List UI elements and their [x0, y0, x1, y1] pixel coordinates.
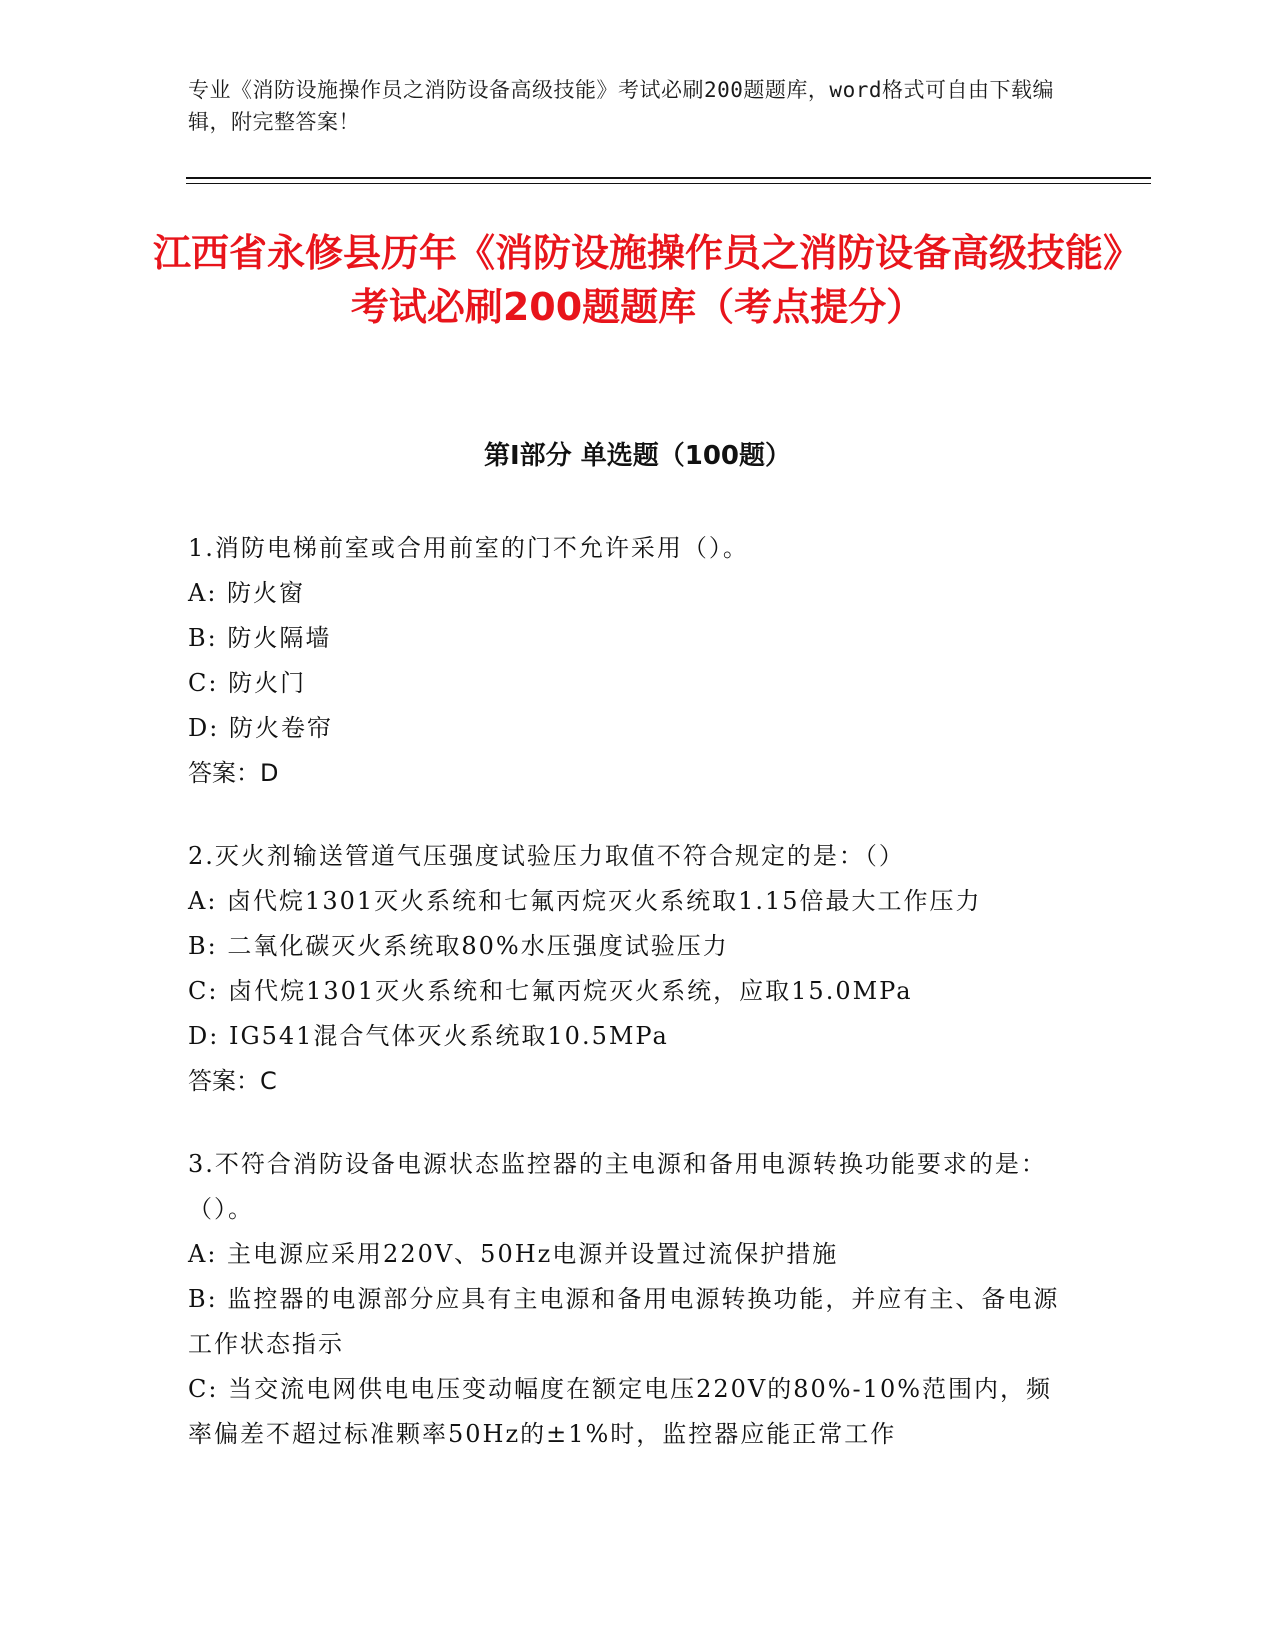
answer: 答案：C [188, 1067, 277, 1095]
question-text: 2.灭火剂输送管道气压强度试验压力取值不符合规定的是：（） [188, 842, 905, 870]
option-b: B: 二氧化碳灭火系统取80%水压强度试验压力 [188, 932, 729, 960]
option-c: C: 卤代烷1301灭火系统和七氟丙烷灭火系统，应取15.0MPa [188, 977, 913, 1005]
question-text: 1.消防电梯前室或合用前室的门不允许采用（）。 [188, 534, 749, 562]
document-title: 江西省永修县历年《消防设施操作员之消防设备高级技能》考试必刷200题题库（考点提分） [152, 231, 1122, 329]
option-b: B: 防火隔墙 [188, 624, 332, 652]
header-note: 专业《消防设施操作员之消防设备高级技能》考试必刷200题题库，word格式可自由下载编辑，附完整答案！ [188, 78, 1054, 134]
option-c: C: 当交流电网供电电压变动幅度在额定电压220V的80%-10%范围内，频率偏差不超过标准颗率50Hz的±1%时，监控器应能正常工作 [188, 1375, 1053, 1448]
question-1 [188, 526, 1068, 796]
header-rule-thick [186, 177, 1151, 179]
option-c: C: 防火门 [188, 669, 307, 697]
option-b: B: 监控器的电源部分应具有主电源和备用电源转换功能，并应有主、备电源工作状态指示 [188, 1285, 1060, 1358]
option-a: A: 卤代烷1301灭火系统和七氟丙烷灭火系统取1.15倍最大工作压力 [188, 887, 982, 915]
question-text: 3.不符合消防设备电源状态监控器的主电源和备用电源转换功能要求的是：（）。 [188, 1150, 1047, 1223]
header-rule-thin [186, 183, 1151, 184]
question-2 [188, 834, 1068, 1104]
option-a: A: 防火窗 [188, 579, 306, 607]
option-d: D: IG541混合气体灭火系统取10.5MPa [188, 1022, 669, 1050]
answer: 答案：D [188, 759, 279, 787]
option-d: D: 防火卷帘 [188, 714, 333, 742]
section-title: 第I部分 单选题（100题） [484, 441, 791, 471]
question-list [188, 526, 1068, 1495]
option-a: A: 主电源应采用220V、50Hz电源并设置过流保护措施 [188, 1240, 839, 1268]
question-3 [188, 1142, 1068, 1457]
